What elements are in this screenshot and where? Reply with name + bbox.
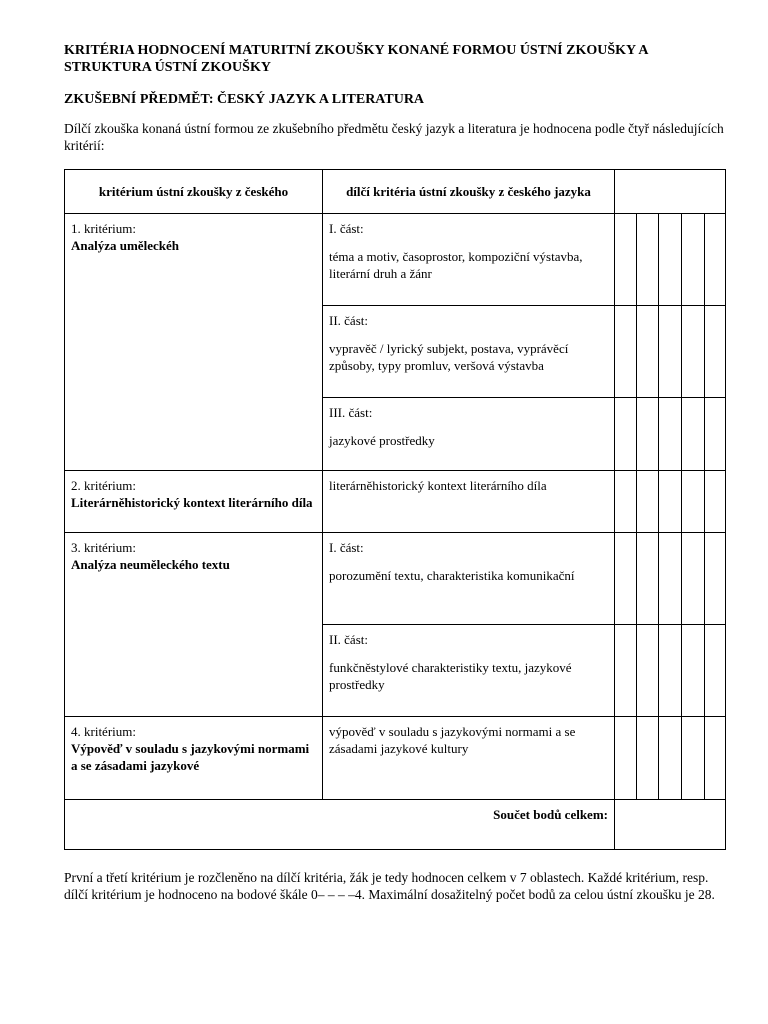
- criteria-table: [64, 169, 726, 850]
- header-subcriteria: dílčí kritéria ústní zkoušky z českého jazyka: [323, 170, 615, 214]
- subcriterion-cell: [323, 214, 615, 306]
- table-row: [65, 214, 726, 306]
- table-row: [65, 533, 726, 625]
- subcriterion-cell: [323, 306, 615, 398]
- document-title: KRITÉRIA HODNOCENÍ MATURITNÍ ZKOUŠKY KONANÉ FORMOU ÚSTNÍ ZKOUŠKY A STRUKTURA ÚSTNÍ ZKOUŠKY: [64, 43, 648, 75]
- criterion-number: 2. kritérium:: [71, 478, 136, 493]
- criterion-number: 4. kritérium:: [71, 724, 136, 739]
- subcriterion-cell: [323, 533, 615, 625]
- criterion-name: Výpověď v souladu s jazykovými normami a se zásadami jazykové: [71, 741, 310, 773]
- total-label: Součet bodů celkem:: [65, 800, 615, 850]
- part-label: II. část:: [329, 313, 368, 328]
- part-description: vypravěč / lyrický subjekt, postava, vyprávěcí způsoby, typy promluv, veršová výstavba: [329, 341, 569, 373]
- criterion-4-cell: [65, 717, 323, 800]
- subcriterion-cell: [323, 398, 615, 471]
- criterion-name: Analýza uměleckéh: [71, 238, 179, 253]
- header-score-cell: [615, 170, 726, 214]
- table-row: [65, 471, 726, 533]
- header-criterion: kritérium ústní zkoušky z českého: [65, 170, 323, 214]
- score-boxes: [615, 471, 726, 533]
- part-description: jazykové prostředky: [329, 433, 435, 448]
- subject-heading: ZKUŠEBNÍ PŘEDMĚT: ČESKÝ JAZYK A LITERATURA: [64, 92, 425, 107]
- part-label: II. část:: [329, 632, 368, 647]
- subcriterion-cell: [323, 625, 615, 717]
- subcriterion-cell: [323, 717, 615, 800]
- criterion-name: Analýza neuměleckého textu: [71, 557, 230, 572]
- subcriterion-cell: [323, 471, 615, 533]
- score-boxes: [615, 398, 726, 471]
- criterion-2-cell: [65, 471, 323, 533]
- score-boxes: [615, 214, 726, 306]
- part-description: porozumění textu, charakteristika komunikační: [329, 568, 575, 583]
- closing-note: První a třetí kritérium je rozčleněno na dílčí kritéria, žák je tedy hodnocen celkem v 7 oblastech. Každé kritérium, resp. dílčí kritérium je hodnoceno na bodové škále 0– – – –4. Maximální dosažitelný počet bodů za celou ústní zkoušku je 28.: [64, 870, 715, 902]
- total-score-cell: [615, 800, 726, 850]
- table-row: [65, 717, 726, 800]
- part-label: I. část:: [329, 540, 364, 555]
- part-description: téma a motiv, časoprostor, kompoziční výstavba, literární druh a žánr: [329, 249, 583, 281]
- part-label: III. část:: [329, 405, 373, 420]
- criterion-name: Literárněhistorický kontext literárního díla: [71, 495, 313, 510]
- part-description: výpověď v souladu s jazykovými normami a se zásadami jazykové kultury: [329, 724, 576, 756]
- total-row: [65, 800, 726, 850]
- criterion-1-cell: [65, 214, 323, 471]
- score-boxes: [615, 306, 726, 398]
- part-description: literárněhistorický kontext literárního díla: [329, 478, 547, 493]
- table-header-row: [65, 170, 726, 214]
- score-boxes: [615, 717, 726, 800]
- intro-paragraph: Dílčí zkouška konaná ústní formou ze zkušebního předmětu český jazyk a literatura je hodnocena podle čtyř následujících kritérií:: [64, 121, 724, 153]
- criterion-number: 3. kritérium:: [71, 540, 136, 555]
- part-label: I. část:: [329, 221, 364, 236]
- part-description: funkčněstylové charakteristiky textu, jazykové prostředky: [329, 660, 572, 692]
- criterion-number: 1. kritérium:: [71, 221, 136, 236]
- score-boxes: [615, 533, 726, 625]
- criterion-3-cell: [65, 533, 323, 717]
- score-boxes: [615, 625, 726, 717]
